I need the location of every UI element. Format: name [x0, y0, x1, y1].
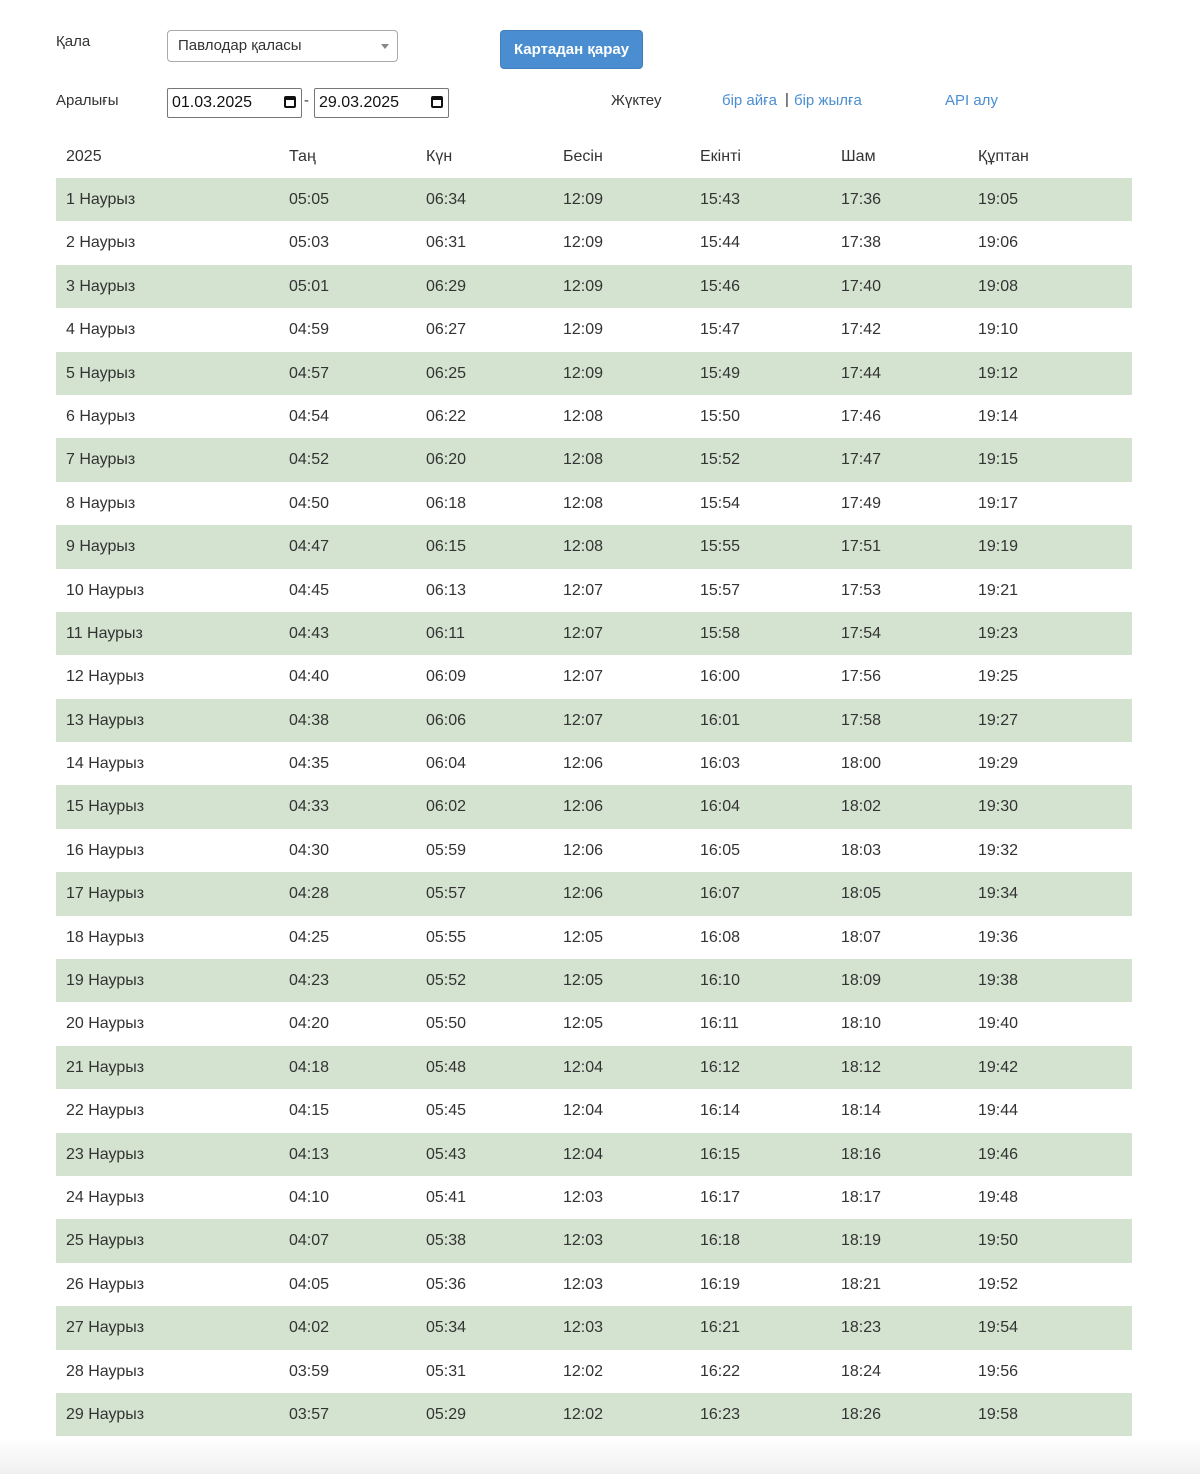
asr-cell: 16:05 — [700, 841, 741, 859]
dhuhr-cell: 12:07 — [563, 668, 604, 686]
date-cell: 7 Наурыз — [66, 451, 136, 469]
asr-cell: 15:54 — [700, 494, 741, 512]
date-cell: 28 Наурыз — [66, 1362, 145, 1380]
maghrib-cell: 18:05 — [841, 885, 882, 903]
dhuhr-cell: 12:09 — [563, 364, 604, 382]
calendar-icon[interactable] — [431, 96, 443, 108]
sunrise-header: Күн — [426, 148, 453, 165]
asr-cell: 15:55 — [700, 538, 741, 556]
sunrise-cell: 06:11 — [426, 624, 465, 642]
asr-cell: 15:50 — [700, 407, 741, 425]
isha-cell: 19:42 — [978, 1058, 1019, 1076]
asr-cell: 16:10 — [700, 972, 741, 990]
city-label: Қала — [56, 33, 91, 50]
table-row — [56, 482, 1132, 525]
fajr-cell: 04:52 — [289, 451, 330, 469]
asr-cell: 15:52 — [700, 451, 741, 469]
maghrib-cell: 17:36 — [841, 191, 882, 208]
maghrib-cell: 17:40 — [841, 277, 882, 295]
dhuhr-cell: 12:06 — [563, 755, 604, 773]
fajr-cell: 04:54 — [289, 407, 330, 425]
date-cell: 6 Наурыз — [66, 407, 136, 425]
sunrise-cell: 06:20 — [426, 451, 467, 469]
table-row — [56, 1219, 1132, 1262]
table-row — [56, 438, 1132, 481]
download-label: Жүктеу — [611, 92, 662, 109]
isha-cell: 19:46 — [978, 1145, 1019, 1163]
calendar-icon[interactable] — [284, 96, 296, 108]
date-from-value: 01.03.2025 — [172, 94, 253, 111]
fajr-cell: 04:25 — [289, 928, 330, 946]
isha-cell: 19:44 — [978, 1102, 1019, 1120]
dhuhr-cell: 12:03 — [563, 1232, 604, 1250]
dhuhr-cell: 12:02 — [563, 1362, 604, 1380]
sunrise-cell: 05:55 — [426, 928, 467, 946]
date-cell: 21 Наурыз — [66, 1058, 145, 1076]
fajr-cell: 04:33 — [289, 798, 330, 816]
fajr-cell: 04:59 — [289, 321, 330, 339]
table-row — [56, 352, 1132, 395]
sunrise-cell: 05:48 — [426, 1058, 467, 1076]
date-cell: 4 Наурыз — [66, 321, 136, 339]
fajr-cell: 04:30 — [289, 841, 330, 859]
table-row — [56, 785, 1132, 828]
table-row — [56, 916, 1132, 959]
dhuhr-cell: 12:06 — [563, 798, 604, 816]
asr-cell: 15:58 — [700, 624, 741, 642]
dhuhr-cell: 12:07 — [563, 711, 604, 729]
maghrib-cell: 17:49 — [841, 494, 882, 512]
fajr-cell: 04:18 — [289, 1058, 330, 1076]
maghrib-cell: 18:10 — [841, 1015, 882, 1033]
sunrise-cell: 05:59 — [426, 841, 467, 859]
table-header — [56, 135, 1132, 178]
date-cell: 20 Наурыз — [66, 1015, 145, 1033]
isha-cell: 19:29 — [978, 755, 1019, 773]
fajr-cell: 04:05 — [289, 1275, 330, 1293]
sunrise-cell: 06:25 — [426, 364, 467, 382]
fajr-cell: 05:05 — [289, 191, 330, 208]
fajr-cell: 04:40 — [289, 668, 330, 686]
maghrib-cell: 18:21 — [841, 1275, 882, 1293]
dhuhr-cell: 12:06 — [563, 885, 604, 903]
sunrise-cell: 05:57 — [426, 885, 467, 903]
maghrib-cell: 17:51 — [841, 538, 882, 556]
asr-cell: 16:23 — [700, 1405, 741, 1423]
date-to-input[interactable] — [314, 88, 449, 118]
asr-cell: 16:12 — [700, 1058, 741, 1076]
maghrib-cell: 18:00 — [841, 755, 882, 773]
prayer-times-table — [56, 135, 1132, 1436]
city-select-value: Павлодар қаласы — [178, 37, 302, 54]
date-cell: 13 Наурыз — [66, 711, 145, 729]
asr-cell: 16:18 — [700, 1232, 741, 1250]
table-row — [56, 221, 1132, 264]
sunrise-cell: 06:22 — [426, 407, 467, 425]
asr-cell: 16:11 — [700, 1015, 739, 1033]
sunrise-cell: 06:15 — [426, 538, 467, 556]
asr-cell: 16:17 — [700, 1188, 741, 1206]
isha-cell: 19:48 — [978, 1188, 1019, 1206]
table-row — [56, 872, 1132, 915]
maghrib-cell: 17:58 — [841, 711, 882, 729]
isha-cell: 19:05 — [978, 191, 1019, 208]
date-cell: 1 Наурыз — [66, 191, 136, 208]
dhuhr-cell: 12:07 — [563, 624, 604, 642]
sunrise-cell: 05:45 — [426, 1102, 467, 1120]
isha-cell: 19:14 — [978, 407, 1019, 425]
sunrise-cell: 06:31 — [426, 234, 467, 252]
table-row — [56, 1046, 1132, 1089]
asr-cell: 16:14 — [700, 1102, 741, 1120]
maghrib-cell: 18:09 — [841, 972, 882, 990]
date-cell: 19 Наурыз — [66, 972, 145, 990]
city-select[interactable] — [167, 30, 398, 62]
date-cell: 24 Наурыз — [66, 1188, 145, 1206]
maghrib-cell: 18:23 — [841, 1319, 882, 1337]
date-cell: 22 Наурыз — [66, 1102, 145, 1120]
table-row — [56, 1393, 1132, 1436]
sunrise-cell: 06:02 — [426, 798, 467, 816]
sunrise-cell: 05:36 — [426, 1275, 467, 1293]
asr-cell: 16:19 — [700, 1275, 741, 1293]
table-row — [56, 1306, 1132, 1349]
fajr-cell: 04:07 — [289, 1232, 330, 1250]
isha-cell: 19:52 — [978, 1275, 1019, 1293]
date-from-input[interactable] — [167, 88, 302, 118]
fajr-cell: 04:35 — [289, 755, 330, 773]
maghrib-cell: 18:14 — [841, 1102, 882, 1120]
isha-cell: 19:32 — [978, 841, 1019, 859]
dhuhr-cell: 12:09 — [563, 234, 604, 252]
sunrise-cell: 05:52 — [426, 972, 467, 990]
dhuhr-cell: 12:04 — [563, 1058, 604, 1076]
dhuhr-cell: 12:08 — [563, 538, 604, 556]
table-row — [56, 569, 1132, 612]
maghrib-cell: 17:38 — [841, 234, 882, 252]
table-row — [56, 1002, 1132, 1045]
asr-cell: 16:00 — [700, 668, 741, 686]
dhuhr-cell: 12:08 — [563, 407, 604, 425]
maghrib-cell: 17:42 — [841, 321, 882, 339]
maghrib-cell: 17:53 — [841, 581, 882, 599]
sunrise-cell: 06:18 — [426, 494, 467, 512]
asr-cell: 15:57 — [700, 581, 741, 599]
date-cell: 11 Наурыз — [66, 624, 143, 642]
dhuhr-cell: 12:05 — [563, 928, 604, 946]
table-row — [56, 525, 1132, 568]
maghrib-cell: 17:44 — [841, 364, 882, 382]
isha-cell: 19:34 — [978, 885, 1019, 903]
dhuhr-cell: 12:09 — [563, 277, 604, 295]
fajr-cell: 04:15 — [289, 1102, 330, 1120]
table-row — [56, 1176, 1132, 1219]
sunrise-cell: 06:04 — [426, 755, 467, 773]
year-header: 2025 — [66, 148, 102, 165]
fajr-cell: 04:28 — [289, 885, 330, 903]
sunrise-cell: 05:41 — [426, 1188, 467, 1206]
sunrise-cell: 06:29 — [426, 277, 467, 295]
isha-cell: 19:15 — [978, 451, 1019, 469]
isha-cell: 19:12 — [978, 364, 1019, 382]
isha-header: Құптан — [978, 148, 1029, 165]
maghrib-cell: 18:17 — [841, 1188, 882, 1206]
isha-cell: 19:23 — [978, 624, 1019, 642]
date-cell: 12 Наурыз — [66, 668, 145, 686]
table-row — [56, 178, 1132, 221]
asr-cell: 15:44 — [700, 234, 741, 252]
date-cell: 14 Наурыз — [66, 755, 145, 773]
asr-cell: 16:08 — [700, 928, 741, 946]
date-separator: - — [304, 92, 309, 109]
range-label: Аралығы — [56, 92, 119, 109]
maghrib-cell: 18:24 — [841, 1362, 882, 1380]
dhuhr-cell: 12:09 — [563, 321, 604, 339]
fajr-cell: 03:59 — [289, 1362, 330, 1380]
table-row — [56, 829, 1132, 872]
table-body — [56, 178, 1132, 1436]
isha-cell: 19:27 — [978, 711, 1019, 729]
maghrib-cell: 17:56 — [841, 668, 882, 686]
table-row — [56, 1263, 1132, 1306]
date-cell: 5 Наурыз — [66, 364, 136, 382]
asr-cell: 16:04 — [700, 798, 741, 816]
fajr-cell: 04:20 — [289, 1015, 330, 1033]
maghrib-cell: 18:16 — [841, 1145, 882, 1163]
date-cell: 18 Наурыз — [66, 928, 145, 946]
table-row — [56, 308, 1132, 351]
sunrise-cell: 06:27 — [426, 321, 467, 339]
date-cell: 9 Наурыз — [66, 538, 136, 556]
maghrib-cell: 18:03 — [841, 841, 882, 859]
table-row — [56, 1350, 1132, 1393]
date-cell: 15 Наурыз — [66, 798, 145, 816]
sunrise-cell: 05:50 — [426, 1015, 467, 1033]
fajr-cell: 04:10 — [289, 1188, 330, 1206]
dhuhr-cell: 12:08 — [563, 494, 604, 512]
asr-header: Екінті — [700, 148, 741, 165]
table-row — [56, 1089, 1132, 1132]
isha-cell: 19:21 — [978, 581, 1019, 599]
table-row — [56, 655, 1132, 698]
asr-cell: 15:46 — [700, 277, 741, 295]
fajr-cell: 05:03 — [289, 234, 330, 252]
fajr-cell: 04:38 — [289, 711, 330, 729]
sunrise-cell: 06:34 — [426, 191, 467, 208]
maghrib-header: Шам — [841, 148, 876, 165]
date-cell: 26 Наурыз — [66, 1275, 145, 1293]
isha-cell: 19:56 — [978, 1362, 1019, 1380]
asr-cell: 16:07 — [700, 885, 741, 903]
get-api-link[interactable]: API алу — [945, 92, 998, 109]
fajr-cell: 04:23 — [289, 972, 330, 990]
fajr-cell: 04:50 — [289, 494, 330, 512]
asr-cell: 16:21 — [700, 1319, 741, 1337]
sunrise-cell: 05:43 — [426, 1145, 467, 1163]
dhuhr-cell: 12:03 — [563, 1319, 604, 1337]
isha-cell: 19:36 — [978, 928, 1019, 946]
date-cell: 16 Наурыз — [66, 841, 145, 859]
asr-cell: 16:15 — [700, 1145, 741, 1163]
fajr-cell: 05:01 — [289, 277, 330, 295]
fajr-cell: 04:02 — [289, 1319, 330, 1337]
dhuhr-cell: 12:09 — [563, 191, 604, 208]
isha-cell: 19:30 — [978, 798, 1019, 816]
date-cell: 29 Наурыз — [66, 1405, 145, 1423]
dhuhr-cell: 12:08 — [563, 451, 604, 469]
table-row — [56, 395, 1132, 438]
date-to-value: 29.03.2025 — [319, 94, 400, 111]
asr-cell: 16:01 — [700, 711, 741, 729]
page-bottom-fade — [0, 1438, 1200, 1474]
isha-cell: 19:38 — [978, 972, 1019, 990]
fajr-cell: 04:47 — [289, 538, 330, 556]
download-month-link[interactable]: бір айға — [722, 92, 777, 109]
maghrib-cell: 18:12 — [841, 1058, 882, 1076]
date-cell: 27 Наурыз — [66, 1319, 145, 1337]
date-cell: 10 Наурыз — [66, 581, 145, 599]
isha-cell: 19:10 — [978, 321, 1019, 339]
dhuhr-cell: 12:04 — [563, 1145, 604, 1163]
dhuhr-cell: 12:04 — [563, 1102, 604, 1120]
dhuhr-cell: 12:02 — [563, 1405, 604, 1423]
date-cell: 23 Наурыз — [66, 1145, 145, 1163]
dhuhr-cell: 12:05 — [563, 972, 604, 990]
isha-cell: 19:06 — [978, 234, 1019, 252]
link-divider: | — [785, 91, 789, 108]
date-cell: 3 Наурыз — [66, 277, 136, 295]
isha-cell: 19:25 — [978, 668, 1019, 686]
isha-cell: 19:08 — [978, 277, 1019, 295]
maghrib-cell: 17:47 — [841, 451, 882, 469]
maghrib-cell: 18:02 — [841, 798, 882, 816]
asr-cell: 16:03 — [700, 755, 741, 773]
sunrise-cell: 05:29 — [426, 1405, 467, 1423]
date-cell: 8 Наурыз — [66, 494, 136, 512]
dhuhr-cell: 12:03 — [563, 1275, 604, 1293]
maghrib-cell: 17:46 — [841, 407, 882, 425]
fajr-cell: 04:45 — [289, 581, 330, 599]
date-cell: 2 Наурыз — [66, 234, 136, 252]
download-year-link[interactable]: бір жылға — [794, 92, 862, 109]
asr-cell: 15:49 — [700, 364, 741, 382]
sunrise-cell: 06:06 — [426, 711, 467, 729]
sunrise-cell: 06:09 — [426, 668, 467, 686]
table-row — [56, 612, 1132, 655]
maghrib-cell: 17:54 — [841, 624, 882, 642]
sunrise-cell: 05:31 — [426, 1362, 467, 1380]
table-row — [56, 1133, 1132, 1176]
date-cell: 25 Наурыз — [66, 1232, 145, 1250]
fajr-cell: 04:13 — [289, 1145, 330, 1163]
table-row — [56, 265, 1132, 308]
isha-cell: 19:54 — [978, 1319, 1019, 1337]
dhuhr-cell: 12:03 — [563, 1188, 604, 1206]
view-on-map-button[interactable]: Картадан қарау — [500, 30, 643, 69]
dhuhr-cell: 12:07 — [563, 581, 604, 599]
chevron-down-icon — [381, 44, 389, 49]
table-row — [56, 959, 1132, 1002]
isha-cell: 19:58 — [978, 1405, 1019, 1423]
dhuhr-cell: 12:06 — [563, 841, 604, 859]
date-cell: 17 Наурыз — [66, 885, 145, 903]
sunrise-cell: 05:38 — [426, 1232, 467, 1250]
maghrib-cell: 18:07 — [841, 928, 882, 946]
table-row — [56, 699, 1132, 742]
maghrib-cell: 18:19 — [841, 1232, 882, 1250]
asr-cell: 15:43 — [700, 191, 741, 208]
asr-cell: 15:47 — [700, 321, 741, 339]
fajr-cell: 04:43 — [289, 624, 330, 642]
isha-cell: 19:50 — [978, 1232, 1019, 1250]
dhuhr-cell: 12:05 — [563, 1015, 604, 1033]
asr-cell: 16:22 — [700, 1362, 741, 1380]
table-row — [56, 742, 1132, 785]
sunrise-cell: 06:13 — [426, 581, 467, 599]
fajr-header: Таң — [289, 148, 316, 165]
fajr-cell: 04:57 — [289, 364, 330, 382]
maghrib-cell: 18:26 — [841, 1405, 882, 1423]
isha-cell: 19:19 — [978, 538, 1019, 556]
fajr-cell: 03:57 — [289, 1405, 330, 1423]
isha-cell: 19:17 — [978, 494, 1019, 512]
sunrise-cell: 05:34 — [426, 1319, 467, 1337]
isha-cell: 19:40 — [978, 1015, 1019, 1033]
dhuhr-header: Бесін — [563, 148, 603, 165]
